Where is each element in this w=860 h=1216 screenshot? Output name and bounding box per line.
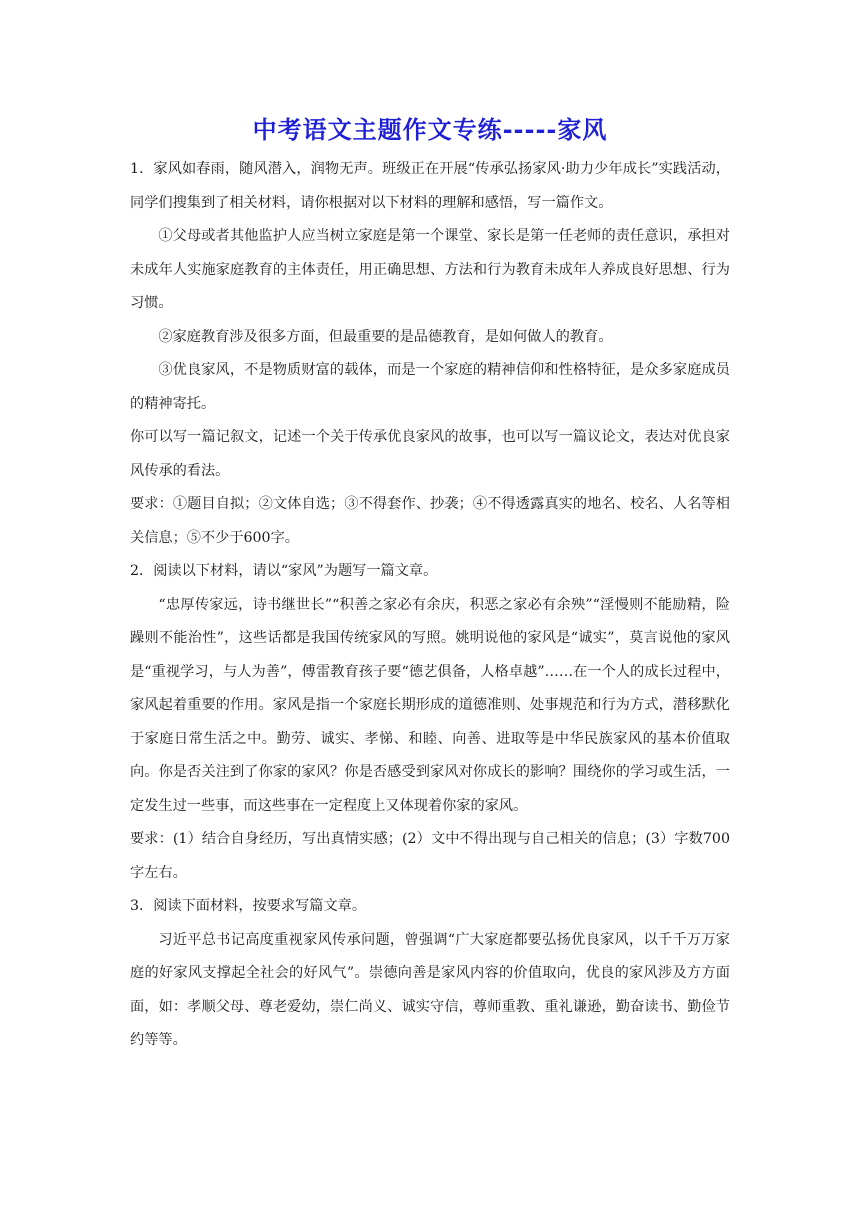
question-1-requirements: 要求：①题目自拟；②文体自选；③不得套作、抄袭；④不得透露真实的地名、校名、人名等相关信息；⑤不少于600字。: [130, 496, 730, 546]
question-1-intro: 1．家风如春雨，随风潜入，润物无声。班级正在开展“传承弘扬家风·助力少年成长”实践活动，同学们搜集到了相关材料，请你根据对以下材料的理解和感悟，写一篇作文。: [130, 161, 730, 211]
question-2-requirements: 要求：(1）结合自身经历，写出真情实感；(2）文中不得出现与自己相关的信息；(3）字数700字左右。: [130, 831, 730, 881]
page-title: 中考语文主题作文专练-----家风: [252, 116, 608, 144]
question-3-material: 习近平总书记高度重视家风传承问题，曾强调“广大家庭都要弘扬优良家风，以千千万万家庭的好家风支撑起全社会的好风气”。崇德向善是家风内容的价值取向，优良的家风涉及方方面面，如：孝顺父母、尊老爱幼，崇仁尚义、诚实守信，尊师重教、重礼谦逊，勤奋读书、勤俭节约等等。: [130, 931, 730, 1048]
document-body: [130, 153, 730, 1058]
question-1-material-1: ①父母或者其他监护人应当树立家庭是第一个课堂、家长是第一任老师的责任意识，承担对未成年人实施家庭教育的主体责任，用正确思想、方法和行为教育未成年人养成良好思想、行为习惯。: [130, 228, 730, 311]
question-1-material-3: ③优良家风，不是物质财富的载体，而是一个家庭的精神信仰和性格特征，是众多家庭成员的精神寄托。: [130, 362, 730, 412]
question-1-material-2: ②家庭教育涉及很多方面，但最重要的是品德教育，是如何做人的教育。: [158, 328, 613, 345]
question-2-material: “忠厚传家远，诗书继世长”“积善之家必有余庆，积恶之家必有余殃”“淫慢则不能励精，险躁则不能治性”，这些话都是我国传统家风的写照。姚明说他的家风是“诚实”，莫言说他的家风是“重视学习，与人为善”，傅雷教育孩子要“德艺俱备，人格卓越”……在一个人的成长过程中，家风起着重要的作用。家风是指一个家庭长期形成的道德准则、处事规范和行为方式，潜移默化于家庭日常生活之中。勤劳、诚实、孝悌、和睦、向善、进取等是中华民族家风的基本价值取向。你是否关注到了你家的家风？你是否感受到家风对你成长的影响？围绕你的学习或生活，一定发生过一些事，而这些事在一定程度上又体现着你家的家风。: [130, 596, 730, 814]
question-3-intro: 3．阅读下面材料，按要求写篇文章。: [130, 898, 367, 914]
question-1-guide: 你可以写一篇记叙文，记述一个关于传承优良家风的故事，也可以写一篇议论文，表达对优良家风传承的看法。: [130, 429, 730, 479]
question-2-intro: 2．阅读以下材料，请以“家风”为题写一篇文章。: [130, 563, 438, 579]
